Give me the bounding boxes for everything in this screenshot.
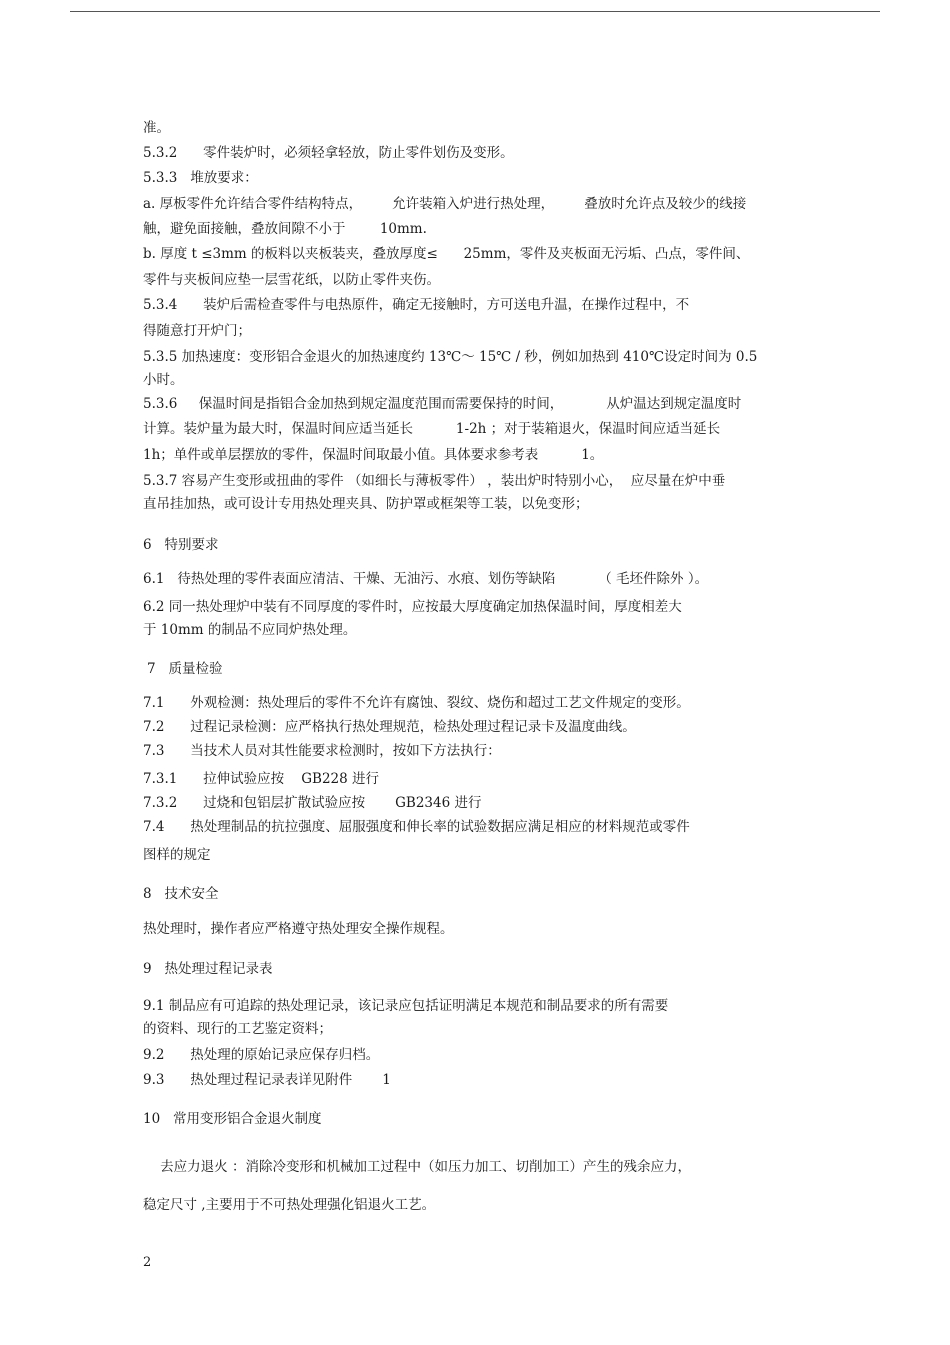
text-line: 于 10mm 的制品不应同炉热处理。 (143, 622, 357, 638)
text-line: b. 厚度 t ≤3mm 的板料以夹板装夹，叠放厚度≤ 25mm，零件及夹板面无污垢、凸点，零件间、 (143, 246, 750, 262)
text-line: 9.1 制品应有可追踪的热处理记录，该记录应包括证明满足本规范和制品要求的所有需要 (143, 998, 669, 1014)
section-heading: 9 热处理过程记录表 (143, 961, 273, 977)
text-line: 小时。 (143, 372, 184, 388)
text-line: 7.3.2 过烧和包铝层扩散试验应按 GB2346 进行 (143, 795, 482, 811)
section-heading: 8 技术安全 (143, 886, 219, 902)
text-line: 5.3.3 堆放要求： (143, 170, 258, 186)
text-line: 5.3.6 保温时间是指铝合金加热到规定温度范围而需要保持的时间， 从炉温达到规定温度时 (143, 396, 742, 412)
text-line: 7.4 热处理制品的抗拉强度、屈服强度和伸长率的试验数据应满足相应的材料规范或零件 (143, 819, 690, 835)
text-line: 去应力退火 ：消除冷变形和机械加工过程中（如压力加工、切削加工）产生的残余应力， (143, 1159, 691, 1175)
text-line: 得随意打开炉门； (143, 323, 251, 339)
text-line: 7.3 当技术人员对其性能要求检测时，按如下方法执行： (143, 743, 501, 759)
section-heading: 7 质量检验 (147, 661, 223, 677)
section-heading: 10 常用变形铝合金退火制度 (143, 1111, 322, 1127)
section-heading: 6 特别要求 (143, 537, 219, 553)
text-line: 7.1 外观检测：热处理后的零件不允许有腐蚀、裂纹、烧伤和超过工艺文件规定的变形。 (143, 695, 690, 711)
text-line: 5.3.4 装炉后需检查零件与电热原件，确定无接触时，方可送电升温，在操作过程中，不 (143, 297, 690, 313)
text-line: 7.2 过程记录检测：应严格执行热处理规范，检热处理过程记录卡及温度曲线。 (143, 719, 636, 735)
text-line: 5.3.2 零件装炉时，必须轻拿轻放，防止零件划伤及变形。 (143, 145, 514, 161)
text-line: 准。 (143, 120, 170, 136)
text-line: 9.2 热处理的原始记录应保存归档。 (143, 1047, 380, 1063)
text-line: 热处理时，操作者应严格遵守热处理安全操作规程。 (143, 921, 454, 937)
text-line: a. 厚板零件允许结合零件结构特点， 允许装箱入炉进行热处理， 叠放时允许点及较少的线接 (143, 196, 747, 212)
text-line: 1h；单件或单层摆放的零件，保温时间取最小值。具体要求参考表 1。 (143, 447, 604, 463)
text-line: 稳定尺寸 ,主要用于不可热处理强化铝退火工艺。 (143, 1197, 436, 1213)
text-line: 的资料、现行的工艺鉴定资料； (143, 1021, 332, 1037)
text-line: 直吊挂加热，或可设计专用热处理夹具、防护罩或框架等工装，以免变形； (143, 496, 589, 512)
text-line: 5.3.7 容易产生变形或扭曲的零件 （如细长与薄板零件） ，装出炉时特别小心， 应尽量在炉中垂 (143, 473, 726, 489)
text-line: 触，避免面接触，叠放间隙不小于 10mm. (143, 221, 427, 237)
text-line: 6.1 待热处理的零件表面应清洁、干燥、无油污、水痕、划伤等缺陷 （ 毛坯件除外 ）。 (143, 571, 709, 587)
text-line: 5.3.5 加热速度：变形铝合金退火的加热速度约 13℃～ 15℃ / 秒，例如加热到 410℃设定时间为 0.5 (143, 349, 758, 365)
text-line: 零件与夹板间应垫一层雪花纸，以防止零件夹伤。 (143, 272, 440, 288)
text-line: 9.3 热处理过程记录表详见附件 1 (143, 1072, 391, 1088)
header-rule (70, 11, 880, 12)
text-line: 图样的规定 (143, 847, 211, 863)
text-line: 6.2 同一热处理炉中装有不同厚度的零件时，应按最大厚度确定加热保温时间，厚度相差大 (143, 599, 682, 615)
text-line: 计算。装炉量为最大时，保温时间应适当延长 1-2h ；对于装箱退火，保温时间应适当延长 (143, 421, 721, 437)
text-line: 7.3.1 拉伸试验应按 GB228 进行 (143, 771, 380, 787)
page-number: 2 (143, 1255, 152, 1270)
